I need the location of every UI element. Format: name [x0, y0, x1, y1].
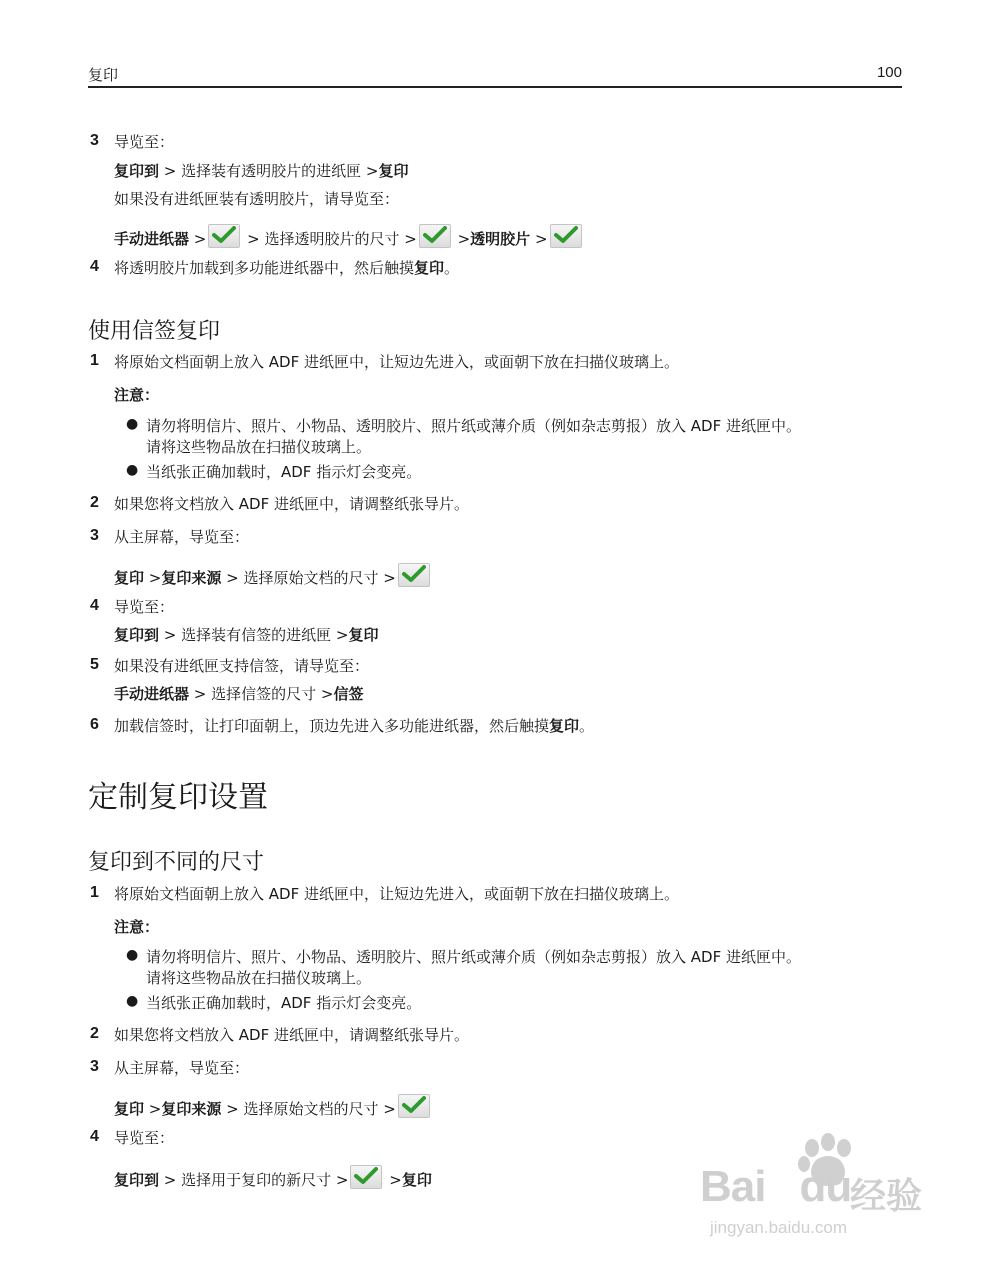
bullet-text: 请勿将明信片、照片、小物品、透明胶片、照片纸或薄介质（例如杂志剪报）放入 ADF 进纸匣中。	[146, 948, 801, 966]
path-item: 复印	[114, 1100, 145, 1118]
text-part: 加载信签时，让打印面朝上，顶边先进入多功能进纸器，然后触摸	[114, 717, 550, 735]
path-item: > 选择原始文档的尺寸 >	[221, 569, 396, 587]
step-number: 1	[90, 884, 99, 901]
path-item: >	[144, 569, 162, 587]
path-item: > 选择信签的尺寸 >	[189, 685, 334, 703]
bullet-dot: ●	[126, 416, 139, 432]
step-text: 如果您将文档放入 ADF 进纸匣中，请调整纸张导片。	[114, 495, 469, 513]
step-text: 导览至：	[114, 1129, 175, 1147]
section-heading: 复印到不同的尺寸	[88, 850, 265, 875]
text-part: 复印	[414, 259, 445, 277]
path-item: 复印到	[114, 1171, 160, 1189]
bullet-text: 当纸张正确加载时，ADF 指示灯会变亮。	[146, 463, 422, 481]
text-part: 复印	[549, 717, 580, 735]
path-item: 复印	[378, 162, 409, 180]
step-text	[114, 258, 459, 278]
check-icon	[550, 224, 582, 248]
watermark-brand	[700, 1162, 851, 1212]
check-icon	[350, 1165, 382, 1189]
path-item: > 选择用于复印的新尺寸 >	[159, 1171, 349, 1189]
bullet-text: 请将这些物品放在扫描仪玻璃上。	[146, 969, 372, 987]
step-text: 导览至：	[114, 133, 175, 151]
step-number: 4	[90, 1128, 99, 1145]
watermark-brand-part: du	[799, 1162, 852, 1211]
note-text: 如果没有进纸匣装有透明胶片，请导览至：	[114, 190, 400, 208]
path-item: > 选择原始文档的尺寸 >	[221, 1100, 396, 1118]
path-item: 复印	[401, 1171, 432, 1189]
step-number: 1	[90, 352, 99, 369]
step-text: 从主屏幕，导览至：	[114, 1059, 250, 1077]
step-number: 3	[90, 132, 99, 149]
step-number: 6	[90, 716, 99, 733]
path-item: 复印	[348, 626, 379, 644]
path-item: >	[452, 230, 471, 248]
watermark-url: jingyan.baidu.com	[710, 1218, 848, 1237]
check-icon	[208, 224, 240, 248]
page-header	[88, 64, 902, 88]
step-text	[114, 716, 594, 736]
watermark-cn: 经验	[850, 1176, 923, 1217]
path-item: 手动进纸器	[114, 230, 190, 248]
text-part: 将透明胶片加载到多功能进纸器中，然后触摸	[114, 259, 415, 277]
path-item: 透明胶片	[470, 230, 531, 248]
check-icon	[398, 1094, 430, 1118]
path-item: > 选择透明胶片的尺寸 >	[242, 230, 417, 248]
step-number: 2	[90, 1025, 99, 1042]
path-item: 复印到	[114, 626, 160, 644]
path-item: 信签	[333, 685, 364, 703]
path-item: 复印到	[114, 162, 160, 180]
text-part: 。	[579, 717, 595, 735]
note-label: 注意：	[114, 386, 160, 404]
step-number: 4	[90, 258, 99, 275]
path-item: >	[384, 1171, 402, 1189]
bullet-dot: ●	[126, 947, 139, 963]
step-text: 从主屏幕，导览至：	[114, 528, 250, 546]
path-item: 复印	[114, 569, 145, 587]
nav-path	[114, 224, 584, 249]
watermark-brand-part: Bai	[700, 1162, 766, 1211]
step-number: 5	[90, 656, 99, 673]
page-number: 100	[876, 64, 902, 81]
path-item: 复印来源	[161, 569, 222, 587]
path-item: >	[189, 230, 207, 248]
path-item: > 选择装有信签的进纸匣 >	[159, 626, 349, 644]
step-text: 将原始文档面朝上放入 ADF 进纸匣中，让短边先进入，或面朝下放在扫描仪玻璃上。	[114, 885, 679, 903]
bullet-text: 当纸张正确加载时，ADF 指示灯会变亮。	[146, 994, 422, 1012]
nav-path	[114, 684, 363, 704]
nav-path	[114, 625, 378, 645]
path-item: >	[144, 1100, 162, 1118]
step-number: 3	[90, 1058, 99, 1075]
path-item: 手动进纸器	[114, 685, 190, 703]
chapter-heading: 定制复印设置	[88, 780, 268, 815]
bullet-text: 请将这些物品放在扫描仪玻璃上。	[146, 438, 372, 456]
path-item: 复印来源	[161, 1100, 222, 1118]
section-heading: 使用信签复印	[88, 319, 221, 344]
nav-path	[114, 563, 432, 588]
path-item: > 选择装有透明胶片的进纸匣 >	[159, 162, 379, 180]
step-text: 将原始文档面朝上放入 ADF 进纸匣中，让短边先进入，或面朝下放在扫描仪玻璃上。	[114, 353, 679, 371]
nav-path	[114, 1165, 432, 1190]
step-number: 4	[90, 597, 99, 614]
step-text: 导览至：	[114, 598, 175, 616]
step-text: 如果没有进纸匣支持信签，请导览至：	[114, 657, 370, 675]
bullet-dot: ●	[126, 462, 139, 478]
nav-path	[114, 1094, 432, 1119]
step-number: 3	[90, 527, 99, 544]
baidu-watermark	[700, 1128, 940, 1238]
check-icon	[398, 563, 430, 587]
nav-path	[114, 161, 408, 181]
check-icon	[419, 224, 451, 248]
step-text: 如果您将文档放入 ADF 进纸匣中，请调整纸张导片。	[114, 1026, 469, 1044]
text-part: 。	[444, 259, 460, 277]
bullet-dot: ●	[126, 993, 139, 1009]
bullet-text: 请勿将明信片、照片、小物品、透明胶片、照片纸或薄介质（例如杂志剪报）放入 ADF 进纸匣中。	[146, 417, 801, 435]
note-label: 注意：	[114, 918, 160, 936]
path-item: >	[530, 230, 548, 248]
header-section-title: 复印	[88, 66, 119, 84]
step-number: 2	[90, 494, 99, 511]
